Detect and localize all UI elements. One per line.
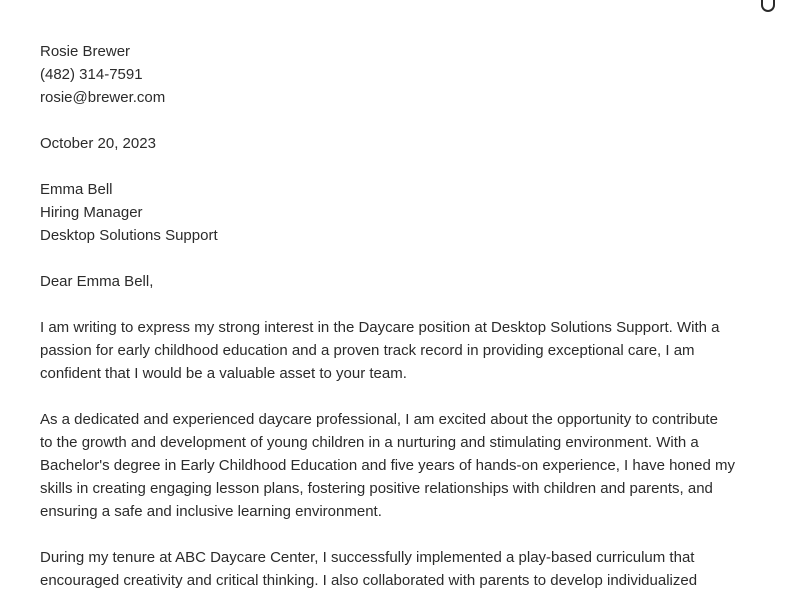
sender-email: rosie@brewer.com — [40, 89, 166, 106]
letter-date: October 20, 2023 — [40, 135, 156, 152]
recipient-title: Hiring Manager — [40, 204, 143, 221]
paragraph-line: passion for early childhood education and a proven track record in providing exceptional care, I am — [40, 342, 695, 359]
sender-name: Rosie Brewer — [40, 43, 131, 60]
sender-phone: (482) 314-7591 — [40, 66, 143, 83]
paragraph-line: ensuring a safe and inclusive learning environment. — [40, 503, 382, 520]
paragraph-2 — [40, 408, 780, 523]
paragraph-line: As a dedicated and experienced daycare professional, I am excited about the opportunity to contribute — [40, 411, 718, 428]
recipient-company: Desktop Solutions Support — [40, 227, 218, 244]
paragraph-1 — [40, 316, 780, 385]
sender-block — [40, 40, 780, 109]
paragraph-line: During my tenure at ABC Daycare Center, I successfully implemented a play-based curriculum that — [40, 549, 695, 566]
paragraph-3 — [40, 546, 780, 592]
salutation: Dear Emma Bell, — [40, 273, 154, 290]
cover-letter — [40, 40, 780, 592]
recipient-block — [40, 178, 780, 247]
paragraph-line: encouraged creativity and critical thinking. I also collaborated with parents to develop individualized — [40, 572, 698, 589]
paragraph-line: confident that I would be a valuable asset to your team. — [40, 365, 407, 382]
recipient-name: Emma Bell — [40, 181, 113, 198]
paragraph-line: I am writing to express my strong interest in the Daycare position at Desktop Solutions Support. With a — [40, 319, 720, 336]
paragraph-line: to the growth and development of young children in a nurturing and stimulating environment. With a — [40, 434, 699, 451]
paragraph-line: skills in creating engaging lesson plans, fostering positive relationships with children and parents, and — [40, 480, 713, 497]
paragraph-line: Bachelor's degree in Early Childhood Education and five years of hands-on experience, I have honed my — [40, 457, 735, 474]
attachment-icon[interactable] — [761, 0, 775, 12]
